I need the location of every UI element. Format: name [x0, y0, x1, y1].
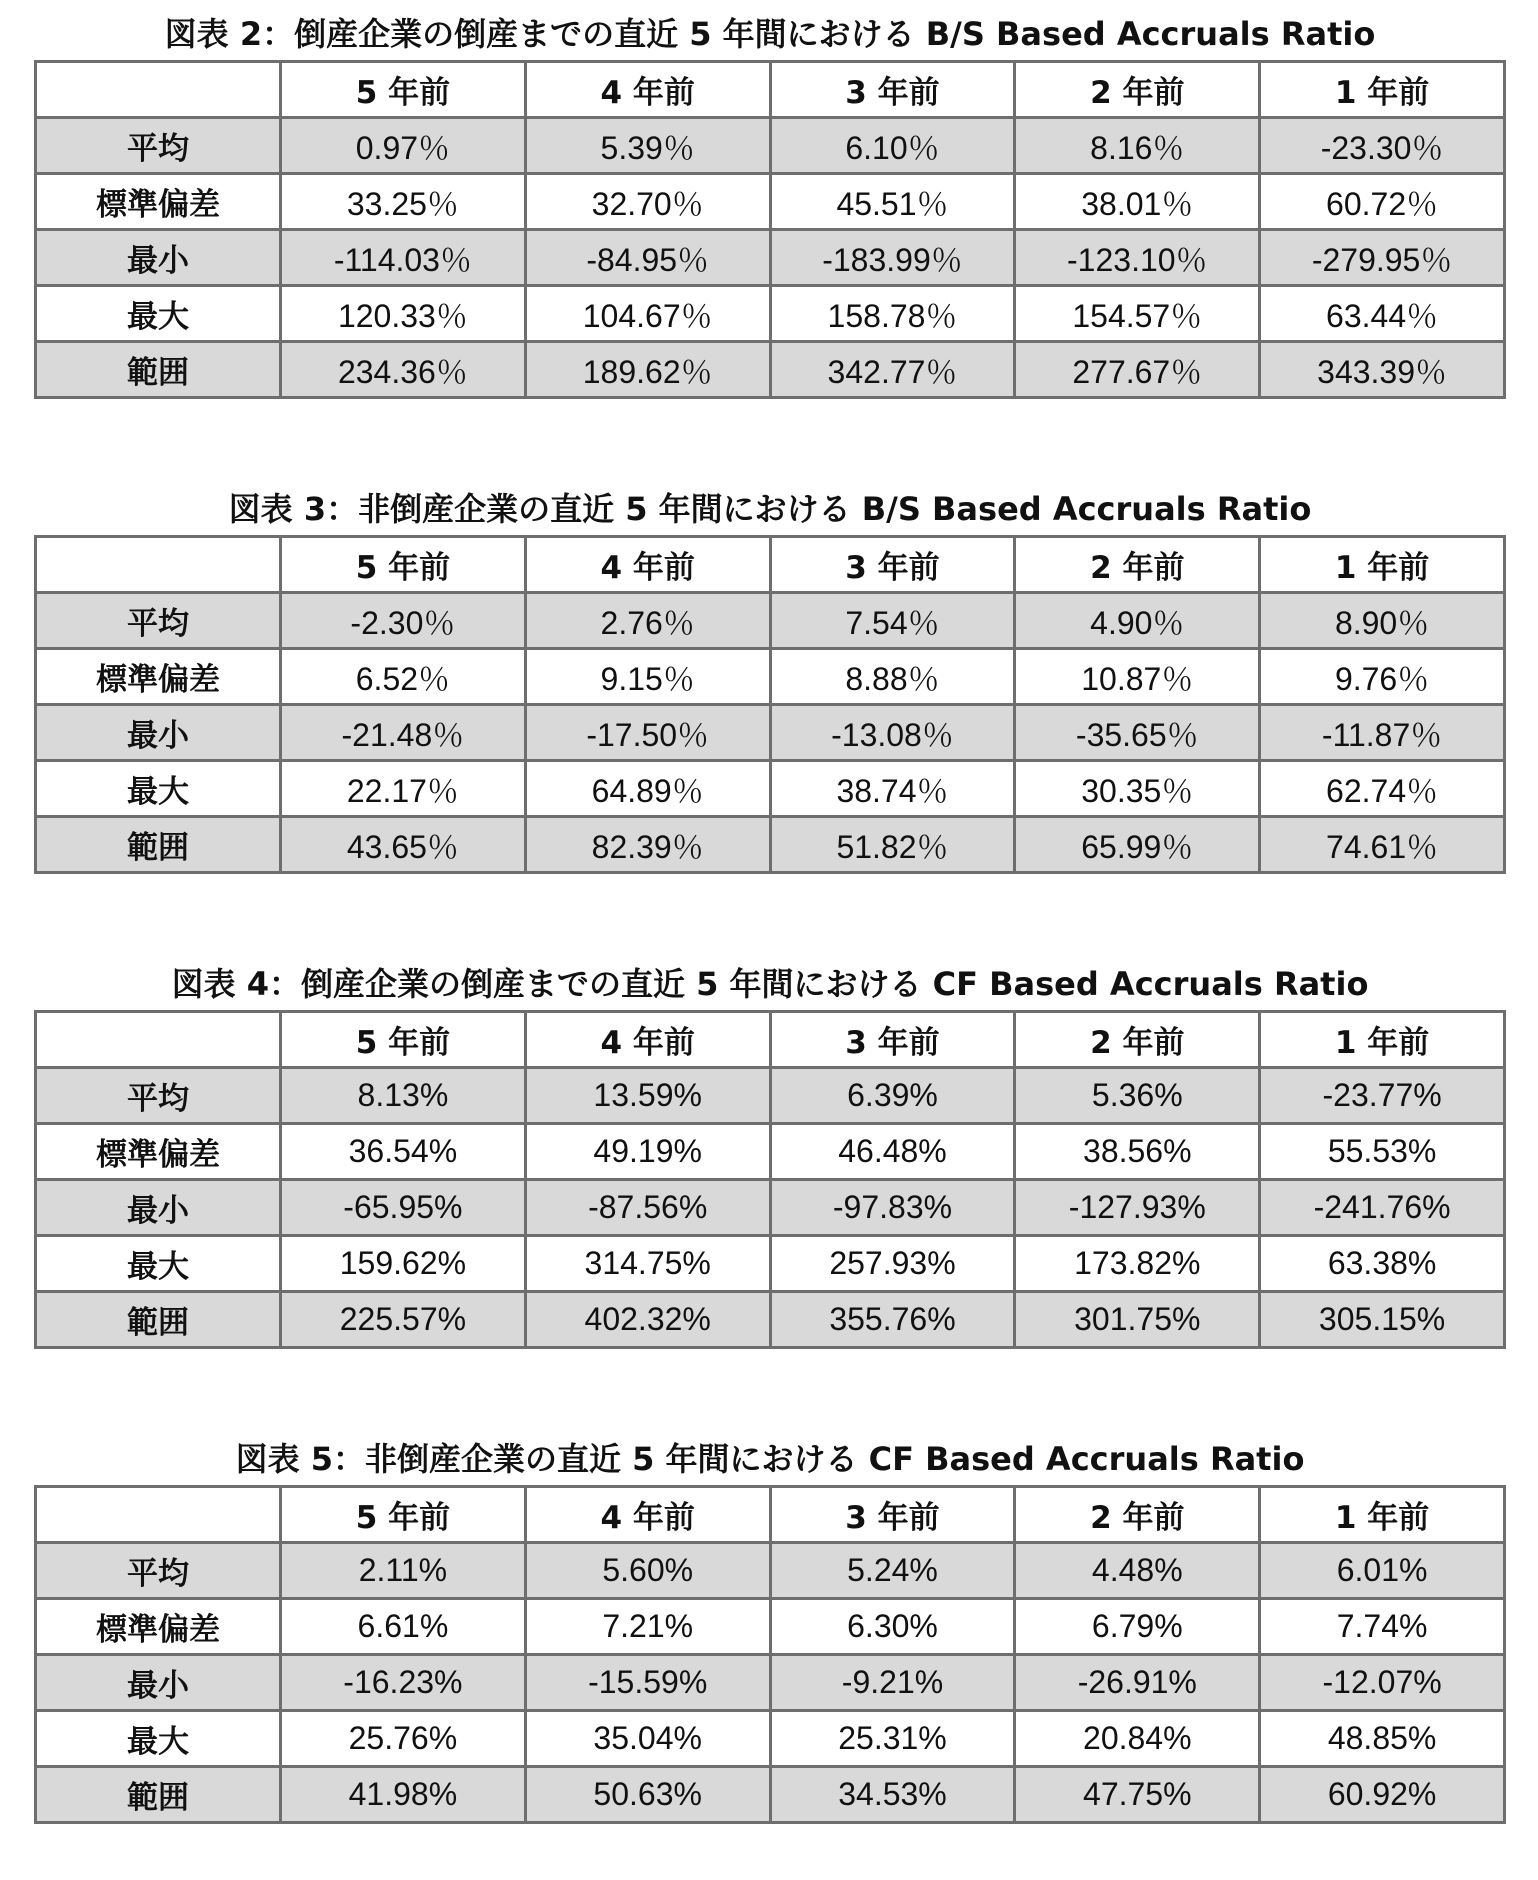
row-label: 最大: [36, 761, 281, 817]
data-table: [34, 60, 1506, 399]
row-label: 標準偏差: [36, 1599, 281, 1655]
row-label: 最大: [36, 1236, 281, 1292]
table-cell: 32.70％: [525, 174, 770, 230]
table-cell: 402.32%: [525, 1292, 770, 1348]
table-cell: 38.56%: [1015, 1124, 1260, 1180]
row-label: 最小: [36, 1655, 281, 1711]
table-row: [36, 1655, 1505, 1711]
table-cell: 7.54％: [770, 593, 1015, 649]
header-row: [36, 62, 1505, 118]
table-row: [36, 118, 1505, 174]
table-title: 図表 5：非倒産企業の直近 5 年間における CF Based Accruals Ratio: [235, 1440, 1305, 1478]
table-cell: 74.61％: [1260, 817, 1505, 873]
table-cell: 355.76%: [770, 1292, 1015, 1348]
table-cell: 5.36%: [1015, 1068, 1260, 1124]
table-cell: 305.15%: [1260, 1292, 1505, 1348]
table-cell: 38.01％: [1015, 174, 1260, 230]
table-cell: 30.35％: [1015, 761, 1260, 817]
table-cell: -279.95％: [1260, 230, 1505, 286]
col-header: 3 年前: [770, 1487, 1015, 1543]
table-cell: 154.57％: [1015, 286, 1260, 342]
table-cell: 25.31%: [770, 1711, 1015, 1767]
header-row: [36, 1012, 1505, 1068]
data-table: [34, 1010, 1506, 1349]
table-cell: 5.60%: [525, 1543, 770, 1599]
table-row: [36, 1180, 1505, 1236]
table-row: [36, 593, 1505, 649]
row-label: 範囲: [36, 1767, 281, 1823]
table-cell: 51.82％: [770, 817, 1015, 873]
table-cell: 6.52％: [281, 649, 526, 705]
data-table: [34, 1485, 1506, 1824]
table-cell: 173.82%: [1015, 1236, 1260, 1292]
table-row: [36, 1767, 1505, 1823]
table-cell: -23.30％: [1260, 118, 1505, 174]
table-cell: 2.76％: [525, 593, 770, 649]
table-cell: 234.36％: [281, 342, 526, 398]
table-cell: 7.21%: [525, 1599, 770, 1655]
table-cell: 4.90％: [1015, 593, 1260, 649]
table-cell: 35.04%: [525, 1711, 770, 1767]
table-cell: 343.39％: [1260, 342, 1505, 398]
table-cell: 7.74%: [1260, 1599, 1505, 1655]
table-row: [36, 1599, 1505, 1655]
table-cell: 2.11%: [281, 1543, 526, 1599]
col-header: 4 年前: [525, 1487, 770, 1543]
col-header: 1 年前: [1260, 1487, 1505, 1543]
table-cell: 225.57%: [281, 1292, 526, 1348]
table-row: [36, 342, 1505, 398]
table-title: 図表 2：倒産企業の倒産までの直近 5 年間における B/S Based Accruals Ratio: [164, 15, 1376, 53]
table-cell: 45.51％: [770, 174, 1015, 230]
table-cell: 47.75%: [1015, 1767, 1260, 1823]
table-cell: 13.59%: [525, 1068, 770, 1124]
table-cell: 63.44％: [1260, 286, 1505, 342]
table-cell: 60.72％: [1260, 174, 1505, 230]
table-cell: 49.19%: [525, 1124, 770, 1180]
table-cell: 314.75%: [525, 1236, 770, 1292]
table-cell: 6.39%: [770, 1068, 1015, 1124]
table-row: [36, 705, 1505, 761]
table-row: [36, 1068, 1505, 1124]
header-row: [36, 1487, 1505, 1543]
table-row: [36, 1124, 1505, 1180]
table-cell: 342.77％: [770, 342, 1015, 398]
table-cell: 43.65％: [281, 817, 526, 873]
table-cell: 10.87％: [1015, 649, 1260, 705]
table-cell: 36.54%: [281, 1124, 526, 1180]
table-cell: 8.13%: [281, 1068, 526, 1124]
table-cell: 62.74％: [1260, 761, 1505, 817]
table-cell: 6.61%: [281, 1599, 526, 1655]
col-header: 5 年前: [281, 1487, 526, 1543]
table-cell: 120.33％: [281, 286, 526, 342]
row-label: 最小: [36, 705, 281, 761]
table-cell: 159.62%: [281, 1236, 526, 1292]
table-cell: 41.98%: [281, 1767, 526, 1823]
table-cell: 158.78％: [770, 286, 1015, 342]
table-cell: 6.30%: [770, 1599, 1015, 1655]
col-header: 3 年前: [770, 62, 1015, 118]
table-cell: 65.99％: [1015, 817, 1260, 873]
table-cell: -12.07%: [1260, 1655, 1505, 1711]
row-label: 平均: [36, 1068, 281, 1124]
corner-cell: [36, 537, 281, 593]
col-header: 3 年前: [770, 1012, 1015, 1068]
table-row: [36, 1543, 1505, 1599]
row-label: 最大: [36, 1711, 281, 1767]
table-cell: -123.10％: [1015, 230, 1260, 286]
data-table: [34, 535, 1506, 874]
table-cell: -114.03％: [281, 230, 526, 286]
table-cell: 8.88％: [770, 649, 1015, 705]
table-cell: -17.50％: [525, 705, 770, 761]
table-cell: 301.75%: [1015, 1292, 1260, 1348]
table-cell: 22.17％: [281, 761, 526, 817]
col-header: 5 年前: [281, 62, 526, 118]
col-header: 3 年前: [770, 537, 1015, 593]
table-title: 図表 4：倒産企業の倒産までの直近 5 年間における CF Based Accruals Ratio: [171, 965, 1369, 1003]
table-cell: 257.93%: [770, 1236, 1015, 1292]
row-label: 最小: [36, 1180, 281, 1236]
table-cell: 0.97％: [281, 118, 526, 174]
table-cell: -9.21%: [770, 1655, 1015, 1711]
row-label: 標準偏差: [36, 174, 281, 230]
table-cell: 55.53%: [1260, 1124, 1505, 1180]
table-cell: 4.48%: [1015, 1543, 1260, 1599]
col-header: 5 年前: [281, 1012, 526, 1068]
row-label: 平均: [36, 1543, 281, 1599]
table-row: [36, 1236, 1505, 1292]
table-cell: 25.76%: [281, 1711, 526, 1767]
table-cell: -241.76%: [1260, 1180, 1505, 1236]
table-cell: -65.95%: [281, 1180, 526, 1236]
row-label: 標準偏差: [36, 649, 281, 705]
col-header: 2 年前: [1015, 1012, 1260, 1068]
table-cell: -23.77%: [1260, 1068, 1505, 1124]
table-cell: -127.93%: [1015, 1180, 1260, 1236]
table-row: [36, 230, 1505, 286]
table-cell: 189.62％: [525, 342, 770, 398]
table-title: 図表 3：非倒産企業の直近 5 年間における B/S Based Accruals Ratio: [228, 490, 1312, 528]
col-header: 4 年前: [525, 537, 770, 593]
table-cell: 46.48%: [770, 1124, 1015, 1180]
row-label: 範囲: [36, 1292, 281, 1348]
row-label: 最小: [36, 230, 281, 286]
table-cell: 50.63%: [525, 1767, 770, 1823]
table-cell: -16.23%: [281, 1655, 526, 1711]
col-header: 2 年前: [1015, 537, 1260, 593]
table-row: [36, 649, 1505, 705]
table-row: [36, 1292, 1505, 1348]
table-cell: -21.48％: [281, 705, 526, 761]
table-cell: -97.83%: [770, 1180, 1015, 1236]
table-cell: 9.15％: [525, 649, 770, 705]
row-label: 最大: [36, 286, 281, 342]
table-cell: -13.08％: [770, 705, 1015, 761]
table-cell: 9.76％: [1260, 649, 1505, 705]
table-cell: -11.87％: [1260, 705, 1505, 761]
table-cell: 277.67％: [1015, 342, 1260, 398]
table-row: [36, 761, 1505, 817]
table-row: [36, 1711, 1505, 1767]
table-cell: 48.85%: [1260, 1711, 1505, 1767]
table-cell: 34.53%: [770, 1767, 1015, 1823]
table-cell: -183.99％: [770, 230, 1015, 286]
corner-cell: [36, 1487, 281, 1543]
row-label: 標準偏差: [36, 1124, 281, 1180]
col-header: 1 年前: [1260, 1012, 1505, 1068]
table-cell: 63.38%: [1260, 1236, 1505, 1292]
table-cell: 8.16％: [1015, 118, 1260, 174]
table-row: [36, 286, 1505, 342]
table-cell: 6.01%: [1260, 1543, 1505, 1599]
header-row: [36, 537, 1505, 593]
corner-cell: [36, 62, 281, 118]
table-cell: 5.24%: [770, 1543, 1015, 1599]
col-header: 5 年前: [281, 537, 526, 593]
table-cell: 5.39％: [525, 118, 770, 174]
col-header: 1 年前: [1260, 62, 1505, 118]
col-header: 2 年前: [1015, 62, 1260, 118]
table-cell: 64.89％: [525, 761, 770, 817]
corner-cell: [36, 1012, 281, 1068]
table-cell: 33.25％: [281, 174, 526, 230]
table-cell: -26.91%: [1015, 1655, 1260, 1711]
col-header: 1 年前: [1260, 537, 1505, 593]
table-cell: 82.39％: [525, 817, 770, 873]
table-row: [36, 817, 1505, 873]
row-label: 平均: [36, 593, 281, 649]
table-cell: -35.65％: [1015, 705, 1260, 761]
table-cell: -2.30％: [281, 593, 526, 649]
row-label: 範囲: [36, 817, 281, 873]
row-label: 平均: [36, 118, 281, 174]
table-cell: 20.84%: [1015, 1711, 1260, 1767]
col-header: 4 年前: [525, 1012, 770, 1068]
table-cell: 6.79%: [1015, 1599, 1260, 1655]
table-cell: 60.92%: [1260, 1767, 1505, 1823]
table-cell: -87.56%: [525, 1180, 770, 1236]
table-cell: 104.67％: [525, 286, 770, 342]
row-label: 範囲: [36, 342, 281, 398]
table-row: [36, 174, 1505, 230]
table-cell: 8.90％: [1260, 593, 1505, 649]
col-header: 2 年前: [1015, 1487, 1260, 1543]
table-cell: 38.74％: [770, 761, 1015, 817]
table-cell: 6.10％: [770, 118, 1015, 174]
table-cell: -84.95％: [525, 230, 770, 286]
col-header: 4 年前: [525, 62, 770, 118]
table-cell: -15.59%: [525, 1655, 770, 1711]
